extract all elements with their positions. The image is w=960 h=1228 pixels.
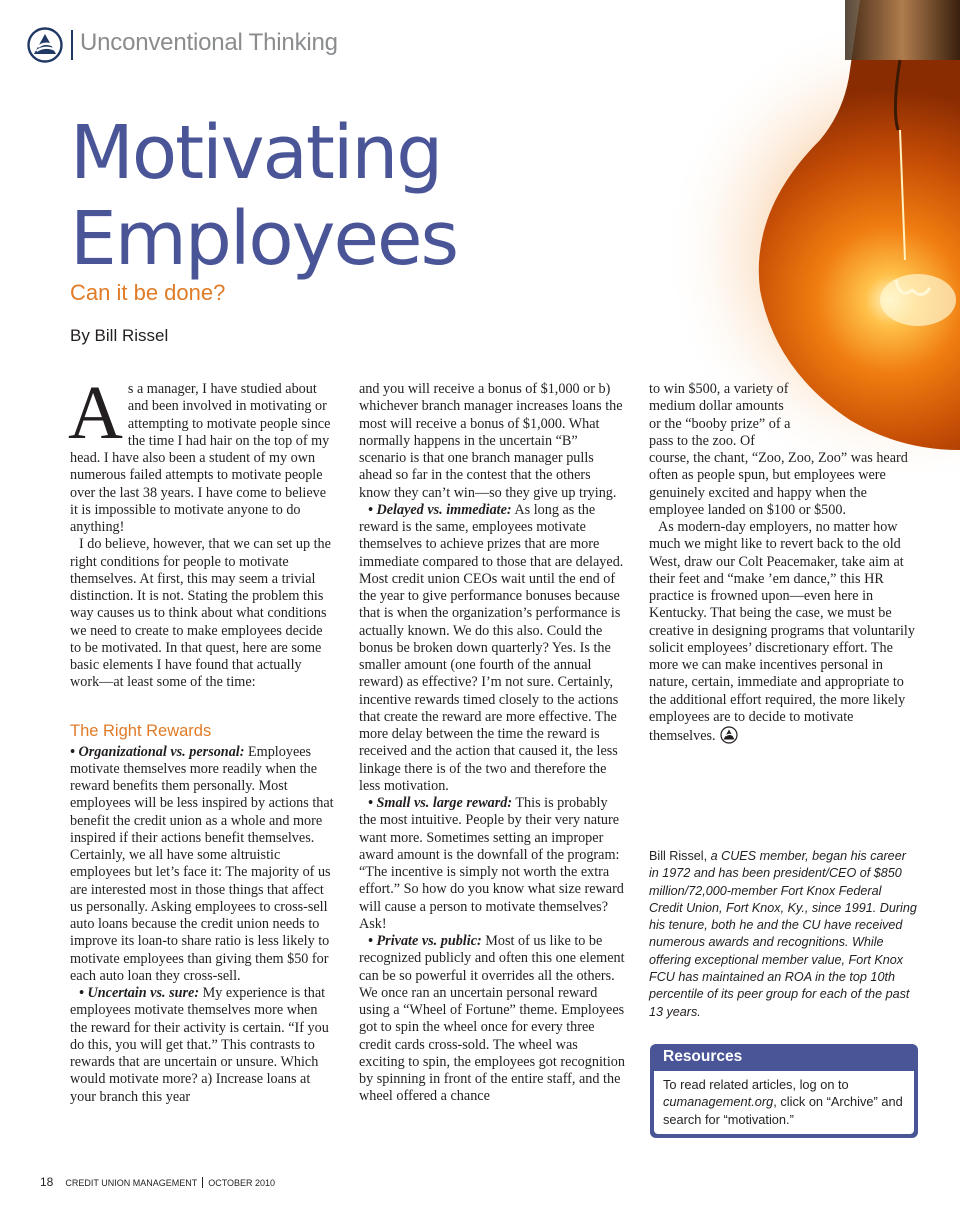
article-title — [70, 110, 457, 282]
bullet-lead: • Delayed vs. immediate: — [368, 501, 512, 518]
footer-divider — [202, 1177, 203, 1188]
cues-triangle-logo-icon — [27, 27, 63, 63]
closing-paragraph — [649, 519, 917, 745]
bullet-text: My experience is that employees motivate themselves more when the reward for their activity is certain. “If you do this, you will get that.” This contrasts to rewards that are uncertain or unsure. Which would motivate more? a) Increase loans at your branch this year — [70, 985, 329, 1105]
bullet-paragraph — [359, 502, 625, 795]
bullet-paragraph — [359, 933, 625, 1106]
drop-cap: A — [68, 371, 123, 455]
intro-paragraph — [68, 371, 334, 536]
closing-paragraph-text: As modern-day employers, no matter how much we might like to revert back to the old West, draw our Colt Peacemaker, take aim at their feet and “make ’em dance,” this HR practice is frowned upon—even here in Kentucky. That being the case, we must be creative in designing programs that voluntarily solicit employees’ discretionary effort. The more we can make incentives personal in nature, certain, immediate and appropriate to the additional effort required, the more likely employees are to decide to motivate themselves. — [649, 519, 915, 744]
resources-title: Resources — [663, 1048, 743, 1065]
article-subtitle: Can it be done? — [70, 280, 226, 305]
author-bio-text: a CUES member, began his career in 1972 and has been president/CEO of $850 million/72,000-member Fort Knox Federal Credit Union, Fort Knox, Ky., since 1991. During his tenure, both he and the CU have received numerous awards and recognitions. While offering exceptional member value, Fort Knox FCU has maintained an ROA in the top 10th percentile of its peer group for each of the past 13 years. — [649, 849, 917, 1019]
page-footer — [40, 1175, 275, 1189]
body-paragraph: I do believe, however, that we can set up the right conditions for people to motivate themselves. At first, this may seem a trivial distinction. It is not. Stating the problem this way causes us to think about what conditions we need to create to make employees decide to be motivated. In that quest, here are some basic elements I have found that actually work—at least some of the time: — [70, 536, 331, 691]
resources-text: To read related articles, log on to — [663, 1077, 849, 1092]
body-paragraph: course, the chant, “Zoo, Zoo, Zoo” was heard often as people spun, but employees were genuinely excited and happy when the employee landed on $100 or $500. — [649, 450, 908, 518]
section-label: Unconventional Thinking — [80, 29, 338, 56]
author-bio — [649, 848, 917, 1021]
article-title-line1: Motivating — [70, 110, 442, 196]
bullet-lead: • Small vs. large reward: — [368, 795, 513, 811]
bullet-lead: • Organizational vs. personal: — [70, 743, 245, 760]
article-column-3 — [649, 381, 917, 745]
body-paragraph: and you will receive a bonus of $1,000 or b) whichever branch manager increases loans the most will receive a bonus of $1,000. What normally happens in the uncertain “B” scenario is that one branch manager pulls ahead so far in the contest that the others know they can’t win—so they give up trying. — [359, 381, 623, 501]
article-column-1 — [68, 371, 334, 1106]
bullet-paragraph — [70, 985, 334, 1106]
bullet-lead: • Private vs. public: — [368, 933, 482, 949]
section-heading: The Right Rewards — [70, 721, 212, 740]
body-paragraph-narrow: to win $500, a variety of medium dollar amounts or the “booby prize” of a pass to the zoo. Of — [649, 381, 791, 449]
cues-end-mark-icon — [720, 726, 738, 744]
resources-link[interactable]: cumanagement.org — [663, 1094, 774, 1110]
bullet-text: This is probably the most intuitive. People by their very nature want more. Sometimes setting an improper award amount is the downfall of the program: “The incentive is simply not worth the extra effort.” So how do you know what size reward will cause a person to motivate themselves? Ask! — [359, 795, 624, 932]
resources-text-after: , click on “Archive” and search for “motivation.” — [663, 1094, 903, 1127]
bullet-paragraph — [359, 795, 625, 933]
bullet-text: As long as the reward is the same, employees motivate themselves to achieve prizes that are more immediate compared to those that are delayed. Most credit union CEOs wait until the end of the year to give performance bonuses because that is when the organization’s performance is actually known. We do this also. Could the bonus be broken down quarterly? Yes. Is the smaller amount (one fourth of the annual reward) as effective? I’m not sure. Certainly, incentive rewards timed closely to the actions that create the reward are more effective. The more delay between the time the reward is received and the action that caused it, the less linkage there is of the two and therefore the less motivation. — [359, 501, 624, 794]
publication-name: CREDIT UNION MANAGEMENT — [65, 1178, 198, 1188]
intro-paragraph-text: s a manager, I have studied about and been involved in motivating or attempting to motivate people since the time I had hair on the top of my head. I have also been a student of my own numerous failed attempts to motivate people over the last 38 years. I have come to believe it is impossible to motivate anyone to do anything! — [70, 381, 331, 535]
article-column-2 — [359, 381, 625, 1106]
header-divider — [71, 30, 73, 60]
article-title-line2: Employees — [70, 196, 458, 282]
bullet-text: Most of us like to be recognized publicly and often this one element can be so powerful it overrides all the others. We once ran an uncertain personal reward using a “Wheel of Fortune” theme. Employees got to spin the wheel once for every three credit cards cross-sold. The wheel was exciting to spin, the employees got recognition by spinning in front of the entire staff, and the wheel offered a chance — [359, 933, 625, 1105]
resources-box — [650, 1044, 918, 1138]
article-byline: By Bill Rissel — [70, 326, 169, 345]
resources-body — [654, 1071, 914, 1134]
page-number: 18 — [40, 1175, 54, 1189]
bullet-paragraph — [70, 744, 334, 986]
issue-date: OCTOBER 2010 — [208, 1178, 276, 1188]
bullet-lead: • Uncertain vs. sure: — [79, 985, 200, 1001]
bullet-text: Employees motivate themselves more readily when the reward benefits them personally. Most employees will be less inspired by actions that benefit the credit union as a whole and more inspired if their actions benefit themselves. Certainly, we all have some altruistic employees but let’s face it: The majority of us are interested most in those things that affect us personally. Asking employees to cross-sell auto loans because the credit union needs to improve its loan-to share ratio is less likely to motivate employees than giving them $50 for each auto loan they cross-sell. — [70, 743, 334, 984]
author-name: Bill Rissel, — [649, 849, 708, 863]
